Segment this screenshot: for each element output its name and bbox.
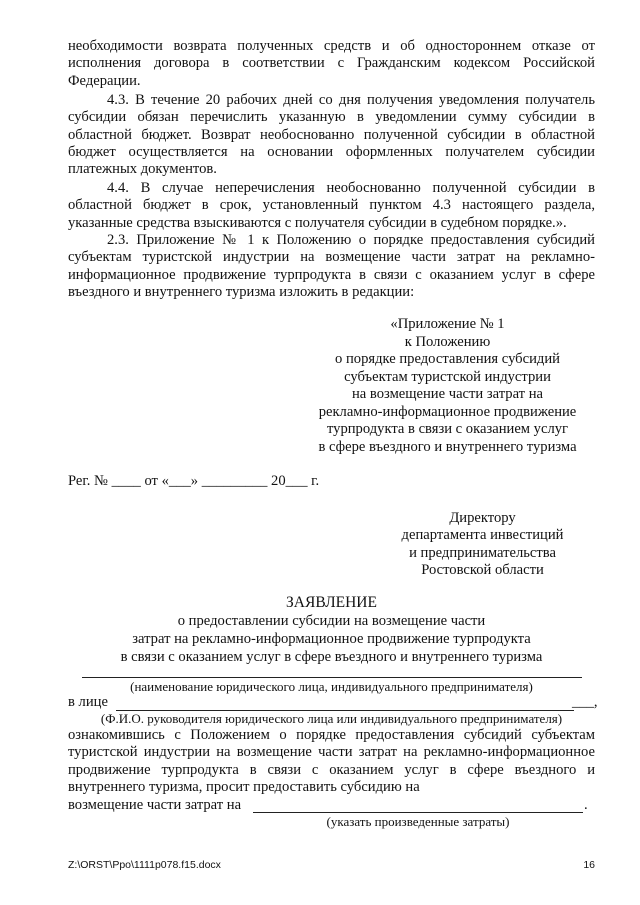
addressee-line: Ростовской области bbox=[421, 562, 544, 578]
paragraph-4-3: 4.3. В течение 20 рабочих дней со дня получения уведомления получатель субсидии обязан перечислить указанную в уведомлении сумму субсидии в областной бюджет. Возврат необоснованно полученной субсидии в областной бюджет осуществляется на основании оформленных получателем субсидии платежных документов. bbox=[68, 92, 595, 178]
statement-subtitle: в связи с оказанием услуг в сфере въездного и внутреннего туризма bbox=[120, 649, 543, 665]
caption-person: (Ф.И.О. руководителя юридического лица или индивидуального предпринимателя) bbox=[100, 711, 563, 726]
statement-subtitle: о предоставлении субсидии на возмещение части bbox=[177, 613, 486, 629]
caption-costs: (указать произведенные затраты) bbox=[326, 814, 510, 829]
appendix-line: к Положению bbox=[404, 334, 491, 350]
person-label: в лице bbox=[68, 694, 108, 710]
appendix-line: субъектам туристской индустрии bbox=[344, 369, 551, 385]
costs-label: возмещение части затрат на bbox=[68, 797, 242, 813]
appendix-line: «Приложение № 1 bbox=[390, 316, 505, 332]
appendix-line: турпродукта в связи с оказанием услуг bbox=[326, 421, 569, 437]
footer-path: Z:\ORST\Ppo\1111p078.f15.docx bbox=[68, 859, 221, 871]
statement-body: ознакомившись с Положением о порядке предоставления субсидий субъектам туристской индустрии на возмещение части затрат на рекламно-информационное продвижение турпродукта в связи с оказанием услуг в сфере въездного и внутреннего туризма, просит предоставить субсидию на bbox=[68, 727, 595, 795]
entity-name-field[interactable] bbox=[82, 677, 582, 678]
appendix-line: о порядке предоставления субсидий bbox=[335, 351, 560, 367]
appendix-line: на возмещение части затрат на bbox=[351, 386, 543, 402]
registration-line: Рег. № ____ от «___» _________ 20___ г. bbox=[68, 473, 320, 489]
costs-end: . bbox=[584, 797, 588, 813]
addressee-line: Директору bbox=[449, 510, 516, 526]
appendix-line: в сфере въездного и внутреннего туризма bbox=[318, 439, 577, 455]
paragraph-2-3: 2.3. Приложение № 1 к Положению о порядке предоставления субсидий субъектам туристской индустрии на возмещение части затрат на рекламно-информационное продвижение турпродукта в связи с оказанием услуг в сфере въездного и внутреннего туризма изложить в редакции: bbox=[68, 232, 595, 300]
costs-field[interactable] bbox=[253, 812, 583, 813]
person-suffix: ___, bbox=[572, 694, 598, 710]
paragraph-continuation: необходимости возврата полученных средств и об одностороннем отказе от исполнения договора в соответствии с Гражданским кодексом Российской Федерации. bbox=[68, 38, 595, 89]
appendix-line: рекламно-информационное продвижение bbox=[318, 404, 577, 420]
addressee-line: и предпринимательства bbox=[409, 545, 556, 561]
footer-page-number: 16 bbox=[583, 859, 595, 871]
paragraph-4-4: 4.4. В случае неперечисления необоснованно полученной субсидии в областной бюджет в срок, установленный пунктом 4.3 настоящего раздела, указанные средства взыскиваются с получателя субсидии в судебном порядке.». bbox=[68, 180, 595, 231]
addressee-line: департамента инвестиций bbox=[401, 527, 564, 543]
statement-subtitle: затрат на рекламно-информационное продвижение турпродукта bbox=[132, 631, 531, 647]
statement-title: ЗАЯВЛЕНИЕ bbox=[286, 594, 377, 611]
caption-entity: (наименование юридического лица, индивидуального предпринимателя) bbox=[130, 679, 533, 694]
